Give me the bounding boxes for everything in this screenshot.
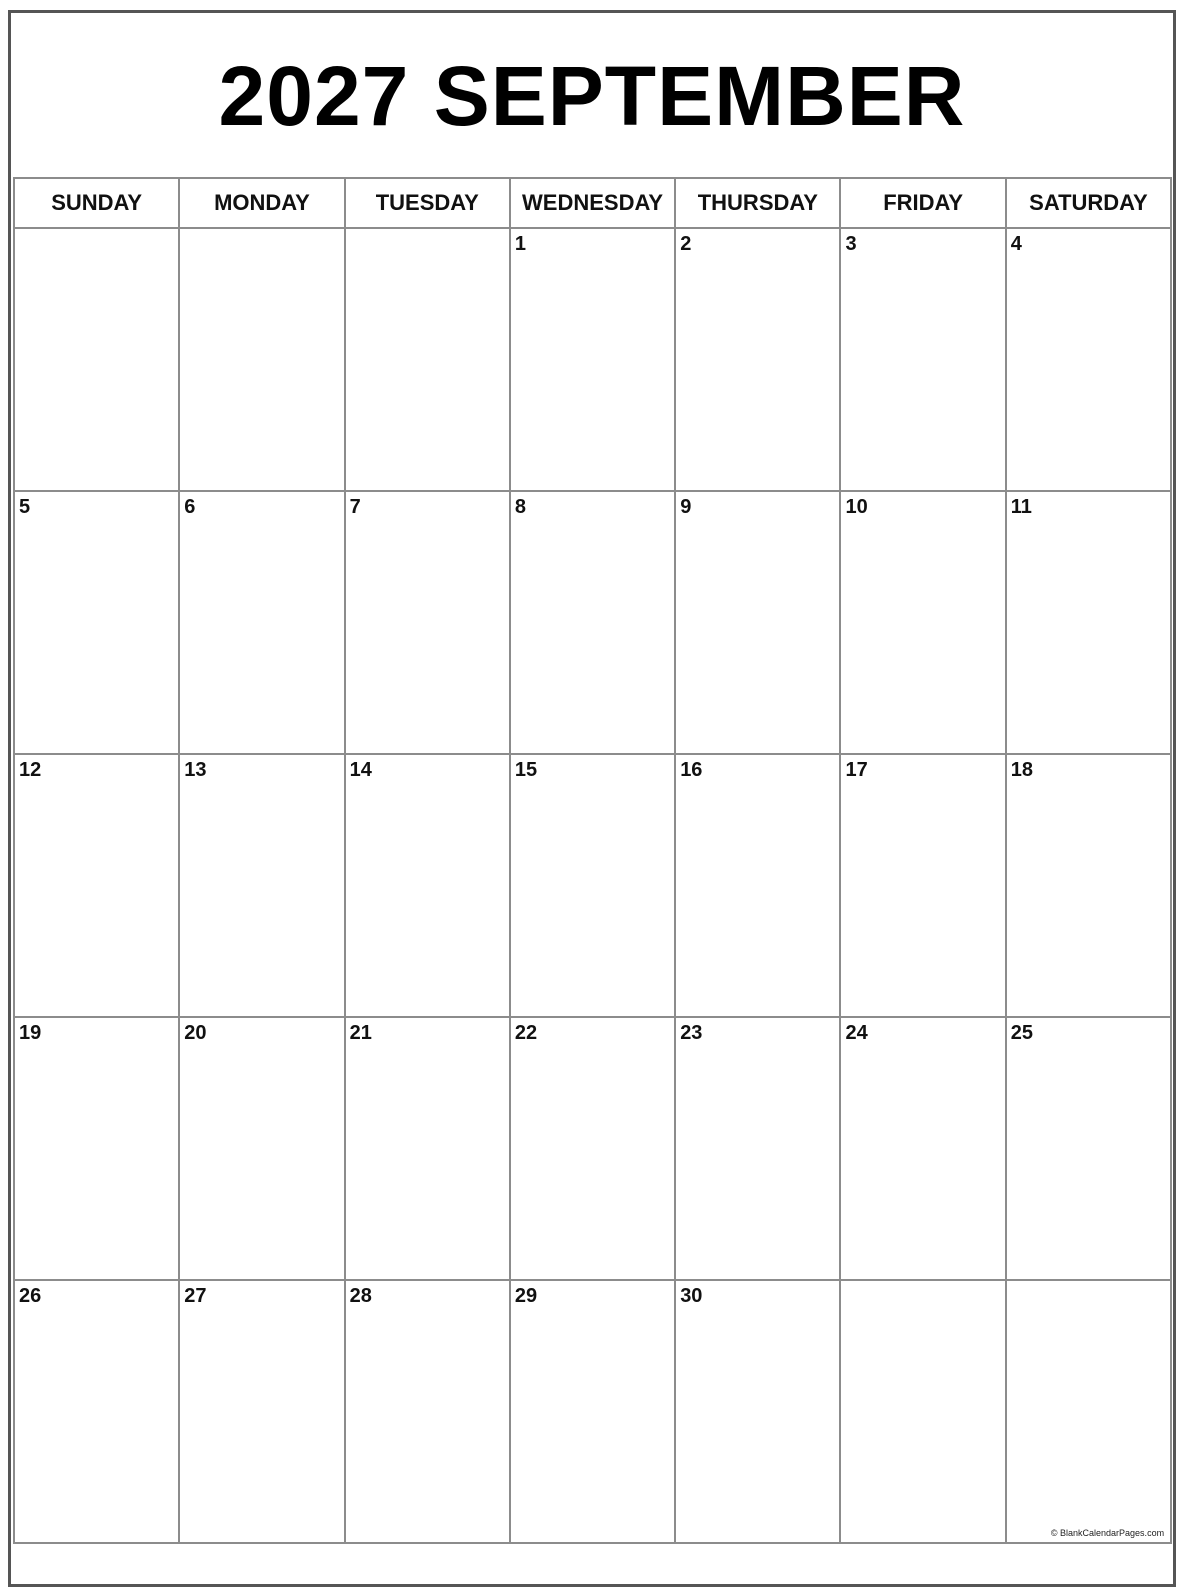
- day-number: 14: [349, 759, 372, 781]
- day-cell: [674, 1279, 841, 1544]
- day-number: 17: [845, 759, 868, 781]
- weekday-header: THURSDAY: [674, 177, 841, 229]
- week-row: [13, 1016, 1170, 1281]
- week-row: [13, 227, 1170, 492]
- day-cell: [509, 1279, 676, 1544]
- day-number: 4: [1010, 233, 1022, 255]
- day-number: 3: [845, 233, 857, 255]
- weekday-header: FRIDAY: [839, 177, 1006, 229]
- day-cell: [13, 490, 180, 755]
- day-number: 27: [184, 1285, 207, 1307]
- day-cell: [344, 1279, 511, 1544]
- day-cell: [178, 227, 345, 492]
- day-cell: [674, 227, 841, 492]
- day-number: 13: [184, 759, 207, 781]
- day-number: 10: [845, 496, 868, 518]
- weekday-header: SATURDAY: [1005, 177, 1172, 229]
- day-cell: [344, 1016, 511, 1281]
- day-cell: [344, 227, 511, 492]
- day-number: 6: [184, 496, 196, 518]
- calendar-frame: [8, 10, 1176, 1587]
- day-cell: [344, 753, 511, 1018]
- day-cell: [509, 490, 676, 755]
- day-cell: [344, 490, 511, 755]
- day-number: 25: [1010, 1022, 1034, 1044]
- day-cell: [839, 1016, 1006, 1281]
- weekday-header: MONDAY: [178, 177, 345, 229]
- day-cell: [674, 1016, 841, 1281]
- title-area: [11, 13, 1173, 175]
- day-cell: [1005, 753, 1172, 1018]
- day-cell: [674, 753, 841, 1018]
- day-cell: [509, 1016, 676, 1281]
- day-number: 26: [19, 1285, 42, 1307]
- day-number: 29: [514, 1285, 538, 1307]
- day-number: 23: [680, 1022, 703, 1044]
- calendar-grid: [13, 177, 1170, 1584]
- weekday-header: TUESDAY: [344, 177, 511, 229]
- weekday-header: SUNDAY: [13, 177, 180, 229]
- day-cell: [178, 490, 345, 755]
- day-cell: [839, 1279, 1006, 1544]
- day-number: 12: [19, 759, 42, 781]
- day-number: 5: [19, 496, 31, 518]
- day-number: 15: [514, 759, 538, 781]
- day-number: 21: [349, 1022, 372, 1044]
- credit-text: © BlankCalendarPages.com: [1050, 1528, 1165, 1538]
- day-number: 11: [1010, 496, 1032, 518]
- day-cell: [839, 490, 1006, 755]
- day-cell: [13, 1016, 180, 1281]
- weekday-header: WEDNESDAY: [509, 177, 676, 229]
- day-cell: [1005, 1016, 1172, 1281]
- day-number: 20: [184, 1022, 207, 1044]
- day-cell: [13, 227, 180, 492]
- weekday-header-row: [13, 177, 1170, 229]
- week-row: [13, 490, 1170, 755]
- day-number: 8: [514, 496, 527, 518]
- day-cell: [178, 1016, 345, 1281]
- day-cell: [178, 753, 345, 1018]
- day-number: 19: [19, 1022, 42, 1044]
- day-number: 18: [1010, 759, 1034, 781]
- day-number: 7: [349, 496, 361, 518]
- day-number: 9: [680, 496, 692, 518]
- day-number: 28: [349, 1285, 372, 1307]
- day-cell: [178, 1279, 345, 1544]
- day-number: 30: [680, 1285, 703, 1307]
- day-cell: [509, 753, 676, 1018]
- day-number: 24: [845, 1022, 868, 1044]
- week-row: [13, 753, 1170, 1018]
- day-cell: [1005, 227, 1172, 492]
- day-cell: [13, 753, 180, 1018]
- calendar-title: 2027 SEPTEMBER: [218, 48, 966, 143]
- day-cell: [1005, 490, 1172, 755]
- day-number: 22: [514, 1022, 538, 1044]
- day-cell: [839, 227, 1006, 492]
- day-cell: [13, 1279, 180, 1544]
- day-cell: [674, 490, 841, 755]
- day-cell: [509, 227, 676, 492]
- day-number: 2: [680, 233, 692, 255]
- day-cell: [839, 753, 1006, 1018]
- day-cell: [1005, 1279, 1172, 1544]
- day-number: 16: [680, 759, 703, 781]
- day-number: 1: [514, 233, 527, 255]
- week-row: [13, 1279, 1170, 1544]
